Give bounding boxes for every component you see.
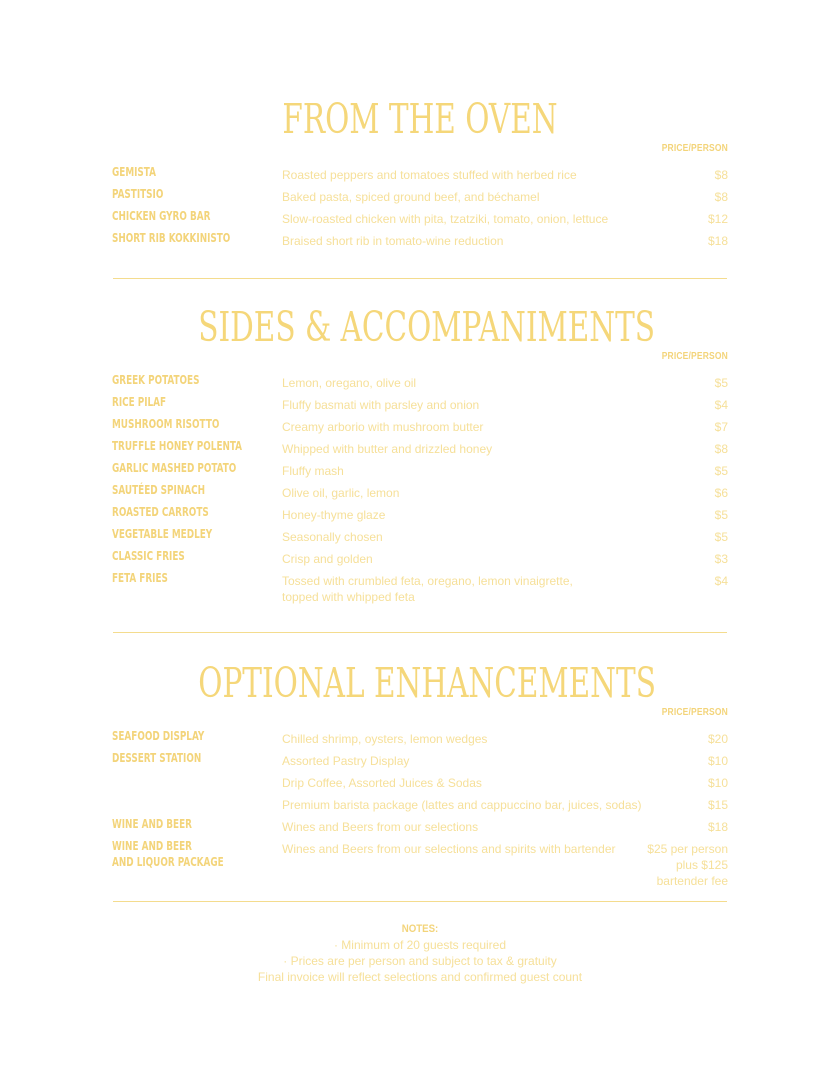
item-name: SHORT RIB KOKKINISTO: [112, 231, 231, 245]
menu-item: [112, 482, 728, 504]
item-description: Baked pasta, spiced ground beef, and béchamel: [282, 190, 540, 204]
item-price: $10: [707, 776, 728, 790]
item-price-line2: plus $125: [675, 858, 728, 872]
item-price: $5: [714, 530, 728, 544]
section-divider: [113, 901, 727, 902]
item-price-line3: bartender fee: [656, 874, 728, 888]
menu-item: [112, 438, 728, 460]
section-divider: [113, 632, 727, 633]
menu-item: [112, 372, 728, 394]
item-name: CLASSIC FRIES: [112, 549, 185, 563]
item-name: SAUTÉED SPINACH: [112, 483, 206, 497]
item-price: $15: [707, 798, 728, 812]
section-title: OPTIONAL ENHANCEMENTS: [198, 659, 656, 707]
section-optional-enhancements: [112, 660, 728, 892]
item-price: $4: [714, 398, 728, 412]
item-price: $18: [707, 820, 728, 834]
item-description: Creamy arborio with mushroom butter: [282, 420, 484, 434]
item-description: Wines and Beers from our selections and spirits with bartender: [282, 842, 616, 856]
item-description: Roasted peppers and tomatoes stuffed with herbed rice: [282, 168, 577, 182]
item-description: Wines and Beers from our selections: [282, 820, 479, 834]
item-description: Slow-roasted chicken with pita, tzatziki, tomato, onion, lettuce: [282, 212, 609, 226]
menu-item: [112, 794, 728, 816]
item-price: $25 per person: [647, 842, 728, 856]
item-price: $20: [707, 732, 728, 746]
notes-line: Final invoice will reflect selections and confirmed guest count: [257, 970, 583, 984]
section-title: FROM THE OVEN: [282, 95, 558, 143]
item-name: PASTITSIO: [112, 187, 164, 201]
item-price: $5: [714, 508, 728, 522]
item-price: $4: [714, 574, 728, 588]
item-price: $6: [714, 486, 728, 500]
item-name: CHICKEN GYRO BAR: [112, 209, 211, 223]
item-description-line2: topped with whipped feta: [282, 590, 415, 604]
menu-item: [112, 416, 728, 438]
item-description: Premium barista package (lattes and cappuccino bar, juices, sodas): [282, 798, 642, 812]
menu-item: [112, 186, 728, 208]
item-price: $8: [714, 442, 728, 456]
item-name: SEAFOOD DISPLAY: [112, 729, 205, 743]
item-name: FETA FRIES: [112, 571, 168, 585]
price-per-person-header: PRICE/PERSON: [661, 143, 728, 154]
section-sides-accompaniments: [112, 304, 728, 614]
item-price: $5: [714, 376, 728, 390]
item-description: Chilled shrimp, oysters, lemon wedges: [282, 732, 488, 746]
menu-item: [112, 394, 728, 416]
item-name: GEMISTA: [112, 165, 156, 179]
item-price: $7: [714, 420, 728, 434]
item-description: Tossed with crumbled feta, oregano, lemon vinaigrette,: [282, 574, 573, 588]
price-per-person-header: PRICE/PERSON: [661, 351, 728, 362]
item-price: $12: [707, 212, 728, 226]
item-name: GREEK POTATOES: [112, 373, 200, 387]
item-name: TRUFFLE HONEY POLENTA: [112, 439, 243, 453]
item-description: Crisp and golden: [282, 552, 373, 566]
menu-item: [112, 728, 728, 750]
item-price: $8: [714, 168, 728, 182]
price-per-person-header: PRICE/PERSON: [661, 707, 728, 718]
item-description: Olive oil, garlic, lemon: [282, 486, 400, 500]
menu-item: [112, 230, 728, 252]
menu-item: [112, 816, 728, 838]
item-description: Whipped with butter and drizzled honey: [282, 442, 493, 456]
notes: [0, 921, 840, 985]
menu-item: [112, 570, 728, 604]
section-title: SIDES & ACCOMPANIMENTS: [198, 303, 656, 351]
menu-item: [112, 838, 728, 888]
menu-item: [112, 504, 728, 526]
item-description: Braised short rib in tomato-wine reduction: [282, 234, 504, 248]
item-price: $10: [707, 754, 728, 768]
item-description: Assorted Pastry Display: [282, 754, 410, 768]
notes-header: NOTES:: [401, 923, 439, 935]
item-name: WINE AND BEER: [112, 839, 192, 853]
section-from-the-oven: [112, 96, 728, 266]
item-description: Fluffy mash: [282, 464, 344, 478]
item-price: $8: [714, 190, 728, 204]
menu-item: [112, 460, 728, 482]
menu-item: [112, 208, 728, 230]
item-description: Fluffy basmati with parsley and onion: [282, 398, 480, 412]
menu-item: [112, 772, 728, 794]
section-divider: [113, 278, 727, 279]
item-description: Lemon, oregano, olive oil: [282, 376, 417, 390]
item-name: VEGETABLE MEDLEY: [112, 527, 213, 541]
item-name: WINE AND BEER: [112, 817, 192, 831]
menu-item: [112, 164, 728, 186]
item-name: RICE PILAF: [112, 395, 167, 409]
item-name: DESSERT STATION: [112, 751, 202, 765]
item-name: MUSHROOM RISOTTO: [112, 417, 220, 431]
item-description: Drip Coffee, Assorted Juices & Sodas: [282, 776, 482, 790]
item-description: Seasonally chosen: [282, 530, 383, 544]
menu-item: [112, 548, 728, 570]
notes-line: · Prices are per person and subject to tax & gratuity: [283, 954, 557, 968]
item-name-line2: AND LIQUOR PACKAGE: [112, 855, 224, 869]
item-price: $18: [707, 234, 728, 248]
item-description: Honey-thyme glaze: [282, 508, 386, 522]
menu-item: [112, 526, 728, 548]
menu-item: [112, 750, 728, 772]
notes-line: · Minimum of 20 guests required: [333, 938, 507, 952]
item-price: $3: [714, 552, 728, 566]
item-price: $5: [714, 464, 728, 478]
item-name: ROASTED CARROTS: [112, 505, 209, 519]
item-name: GARLIC MASHED POTATO: [112, 461, 237, 475]
